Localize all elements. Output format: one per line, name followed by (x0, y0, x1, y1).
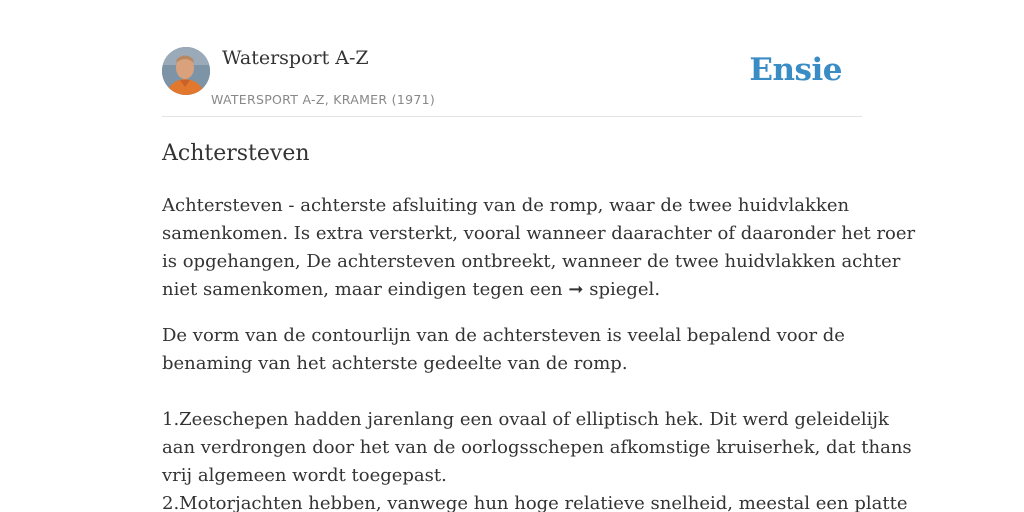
source-subtitle: WATERSPORT A-Z, KRAMER (1971) (211, 92, 436, 107)
text-fragment: niet samenkomen, maar eindigen tegen een (162, 279, 569, 300)
source-header (162, 46, 862, 117)
ensie-logo[interactable]: Ensie (749, 52, 842, 88)
paragraph-contour (162, 322, 912, 512)
text-line: aan verdrongen door het van de oorlogsschepen afkomstige kruiserhek, dat thans (162, 437, 912, 458)
text-line: 1.Zeeschepen hadden jarenlang een ovaal of elliptisch hek. Dit werd geleidelijk (162, 409, 889, 430)
text-line: samenkomen. Is extra versterkt, vooral wanneer daarachter of daaronder het roer (162, 223, 916, 244)
text-line (162, 276, 862, 304)
avatar-photo-icon (162, 47, 210, 95)
text-line: benaming van het achterste gedeelte van de romp. (162, 353, 628, 374)
entry-content (162, 138, 916, 512)
source-title-link[interactable]: Watersport A-Z (222, 47, 369, 69)
text-line: 2.Motorjachten hebben, vanwege hun hoge relatieve snelheid, meestal een platte (162, 493, 908, 512)
author-avatar[interactable] (162, 47, 210, 95)
paragraph-definition (162, 192, 916, 304)
text-line: Achtersteven - achterste afsluiting van de romp, waar de twee huidvlakken (162, 195, 850, 216)
text-fragment: . (654, 279, 661, 300)
spiegel-link[interactable] (568, 279, 654, 300)
text-line: De vorm van de contourlijn van de achtersteven is veelal bepalend voor de (162, 325, 845, 346)
spiegel-link-label: spiegel (589, 279, 655, 300)
text-line: is opgehangen, De achtersteven ontbreekt, wanneer de twee huidvlakken achter (162, 251, 901, 272)
entry-title: Achtersteven (162, 141, 310, 166)
blank-line (162, 378, 862, 406)
text-line: vrij algemeen wordt toegepast. (162, 465, 447, 486)
arrow-right-icon: ➞ (568, 279, 584, 300)
